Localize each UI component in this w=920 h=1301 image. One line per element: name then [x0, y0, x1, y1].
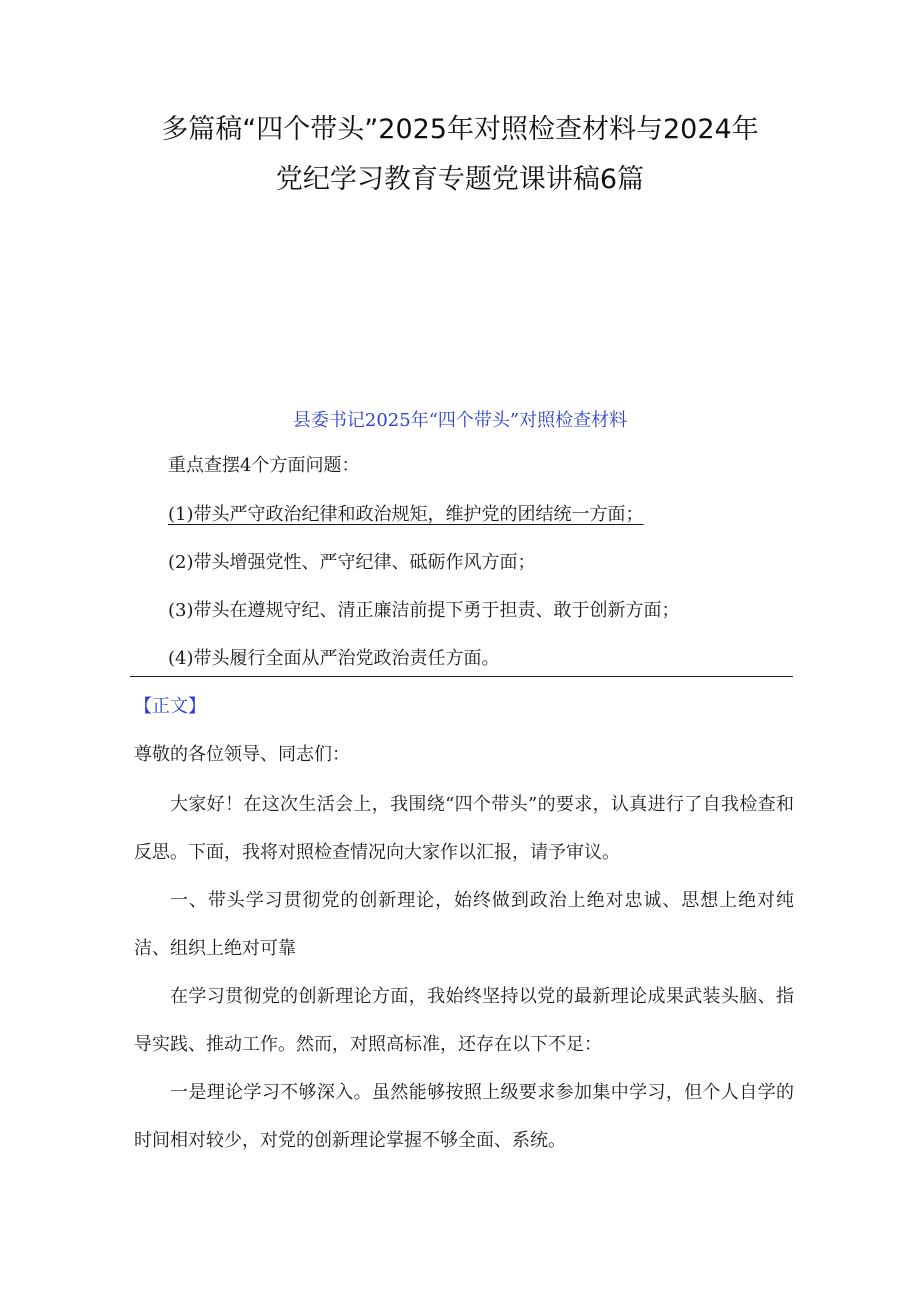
document-title-line-1: 多篇稿“四个带头”2025年对照检查材料与2024年 — [161, 114, 759, 145]
issue-item-2: (2)带头增强党性、严守纪律、砥砺作风方面； — [168, 552, 536, 573]
section-subtitle: 县委书记2025年“四个带头”对照检查材料 — [292, 410, 628, 431]
issue-item-3: (3)带头在遵规守纪、清正廉洁前提下勇于担责、敢于创新方面； — [168, 600, 680, 621]
body-heading-1: 一、带头学习贯彻党的创新理论，始终做到政治上绝对忠诚、思想上绝对纯洁、组织上绝对可靠 — [134, 890, 794, 959]
issues-intro: 重点查摆4个方面问题： — [168, 455, 360, 476]
body-paragraph-1: 大家好！在这次生活会上，我围绕“四个带头”的要求，认真进行了自我检查和反思。下面，我将对照检查情况向大家作以汇报，请予审议。 — [134, 794, 794, 863]
body-paragraph-2: 在学习贯彻党的创新理论方面，我始终坚持以党的最新理论成果武装头脑、指导实践、推动工作。然而，对照高标准，还存在以下不足： — [134, 986, 794, 1055]
body-paragraph-3: 一是理论学习不够深入。虽然能够按照上级要求参加集中学习，但个人自学的时间相对较少，对党的创新理论掌握不够全面、系统。 — [134, 1082, 794, 1151]
document-title-line-2: 党纪学习教育专题党课讲稿6篇 — [275, 164, 645, 195]
salutation: 尊敬的各位领导、同志们： — [134, 744, 350, 765]
body-section-label: 【正文】 — [134, 696, 206, 717]
issue-item-1: (1)带头严守政治纪律和政治规矩，维护党的团结统一方面； — [168, 504, 644, 525]
issue-item-4: (4)带头履行全面从严治党政治责任方面。 — [168, 648, 500, 669]
horizontal-divider — [130, 676, 793, 677]
